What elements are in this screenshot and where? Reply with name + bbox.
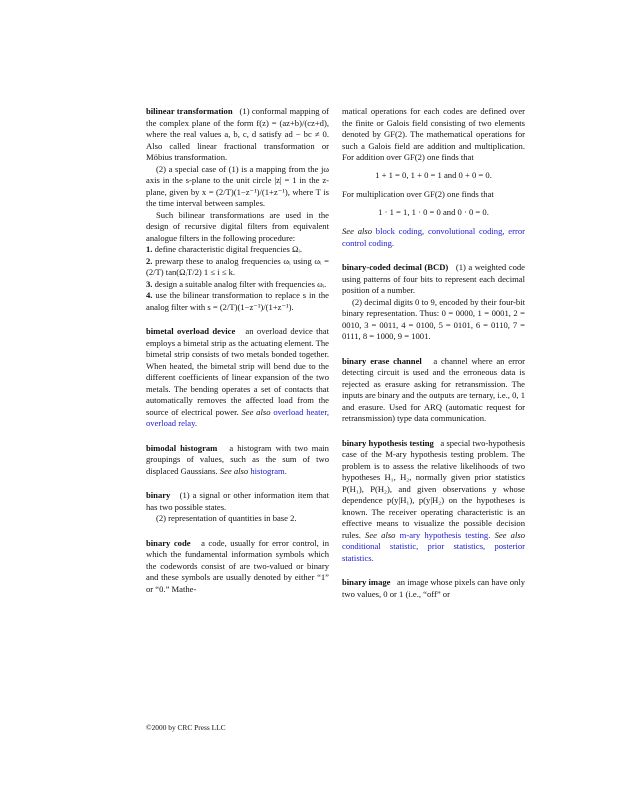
step-number: 3. bbox=[146, 278, 153, 289]
headword: bimodal histogram bbox=[146, 442, 218, 453]
definition-text: (2) representation of quantities in base 2. bbox=[156, 513, 297, 523]
definition-text: an image whose pixels can have only two values, 0 or 1 (i.e., “off” or bbox=[342, 577, 525, 599]
definition-text: matical operations for each codes are defined over the finite or Galois field consisting of two elements denoted by GF(2). The mathematical operations for such a Galois field are addition and multiplication. For addition over GF(2) one finds that bbox=[342, 106, 525, 162]
headword: binary image bbox=[342, 577, 391, 587]
entry-bilinear-transformation bbox=[146, 106, 329, 313]
headword: binary hypothesis testing bbox=[342, 437, 434, 448]
cross-reference-link[interactable]: prior statistics, bbox=[427, 541, 486, 551]
definition-text: a special two-hypothesis case of the M-ary hypothesis testing problem. The problem is to assess the relative likelihoods of two hypotheses H₁, H₂, normally given prior statistics P(H₁), P(H₂), and given observations y whose dependence p(y|H₁), p(y|H₂) on the hypotheses is known. The receiver operating characteristic is an effective means to visualize the possible decision rules. bbox=[342, 437, 525, 540]
entry-binary-code-continued bbox=[342, 106, 525, 249]
see-also-label: See also bbox=[365, 529, 396, 540]
copyright-footer: ©2000 by CRC Press LLC bbox=[146, 723, 226, 732]
entry-binary-hypothesis-testing bbox=[342, 438, 525, 565]
step-text: prewarp these to analog frequencies ωᵢ using ωᵢ = (2/T) tan(ΩᵢT/2) 1 ≤ i ≤ k. bbox=[146, 255, 329, 277]
definition-text: (2) decimal digits 0 to 9, encoded by their four-bit binary representation. Thus: 0 = 0000, 1 = 0001, 2 = 0010, 3 = 0011, 4 = 0100, 5 = 0101, 6 = 0110, 7 = 0111, 8 = 1000, 9 = 1001. bbox=[342, 296, 525, 341]
entry-binary bbox=[146, 490, 329, 525]
headword: binary bbox=[146, 490, 171, 500]
definition-text: (1) a weighted code using patterns of four bits to represent each decimal position of a number. bbox=[342, 262, 525, 295]
equation: 1 + 1 = 0, 1 + 0 = 1 and 0 + 0 = 0. bbox=[375, 169, 492, 180]
definition-text: a histogram with two main groupings of values, such as the sum of two displaced Gaussians. bbox=[146, 442, 329, 476]
cross-reference-link[interactable]: convolutional coding, bbox=[427, 226, 505, 236]
headword: binary-coded decimal (BCD) bbox=[342, 262, 449, 272]
definition-text: For multiplication over GF(2) one finds that bbox=[342, 189, 494, 199]
definition-text: a code, usually for error control, in which the fundamental information symbols which the codewords consist of are two-valued or binary and these symbols are usually denoted by either “1” or “0.” Mathe- bbox=[146, 537, 329, 594]
headword: bilinear transformation bbox=[146, 106, 233, 116]
step-text: define characteristic digital frequencies Ωᵢ. bbox=[154, 244, 302, 254]
cross-reference-link[interactable]: overload relay. bbox=[146, 418, 197, 428]
entry-binary-code bbox=[146, 538, 329, 596]
step-number: 2. bbox=[146, 255, 153, 266]
cross-reference-link[interactable]: posterior statistics. bbox=[342, 541, 526, 563]
definition-text: a channel where an error detecting circuit is used and the erroneous data is rejected as erasure asking for retransmission. The inputs are binary and the outputs are ternary, i.e., 0, 1 and erasure. Used for ARQ (automatic request for retransmission) type data communication. bbox=[342, 355, 526, 423]
left-column bbox=[146, 106, 329, 608]
headword: binary erase channel bbox=[342, 355, 422, 366]
step-text: design a suitable analog filter with frequencies ωᵢ. bbox=[154, 278, 327, 289]
entry-binary-image bbox=[342, 577, 525, 600]
definition-text: (1) a signal or other information item that has two possible states. bbox=[146, 490, 329, 512]
headword: bimetal overload device bbox=[146, 326, 236, 336]
equation: 1 · 1 = 1, 1 · 0 = 0 and 0 · 0 = 0. bbox=[378, 206, 489, 217]
entry-binary-coded-decimal bbox=[342, 262, 525, 343]
cross-reference-link[interactable]: m-ary hypothesis testing. bbox=[399, 529, 491, 540]
cross-reference-link[interactable]: error control coding. bbox=[342, 226, 525, 248]
cross-reference-link[interactable]: block coding, bbox=[375, 226, 425, 236]
entry-bimodal-histogram bbox=[146, 443, 329, 478]
definition-text: an overload device that employs a bimetal strip as the actuating element. The bimetal strip consists of two metals bonded together. When heated, the bimetal strip will bend due to the different coefficients of linear expansion of the two metals. The bending operates a set of contacts that automatically removes the affected load from the source of electrical power. bbox=[146, 326, 330, 417]
see-also-label: See also bbox=[241, 406, 271, 417]
definition-text: (2) a special case of (1) is a mapping from the jω axis in the s-plane to the unit circle |z| = 1 in the z-plane, given by x = (2/T)(1−z⁻¹)/(1+z⁻¹), where T is the time interval between samples. bbox=[146, 163, 329, 208]
definition-text: (1) conformal mapping of the complex plane of the form f(z) = (az+b)/(cz+d), where the real values a, b, c, d satisfy ad − bc ≠ 0. Also called linear fractional transformation or Möbius transformation. bbox=[146, 106, 329, 162]
definition-text: Such bilinear transformations are used in the design of recursive digital filters from equivalent analogue filters in the following procedure: bbox=[146, 209, 329, 243]
step-number: 4. bbox=[146, 290, 153, 300]
cross-reference-link[interactable]: overload heater, bbox=[273, 406, 329, 417]
see-also-label: See also bbox=[219, 465, 249, 476]
headword: binary code bbox=[146, 537, 191, 548]
cross-reference-link[interactable]: histogram. bbox=[250, 465, 287, 476]
cross-reference-link[interactable]: conditional statistic, bbox=[342, 541, 419, 551]
step-number: 1. bbox=[146, 244, 153, 254]
step-text: use the bilinear transformation to replace s in the analog filter with s = (2/T)(1−z⁻¹)/(1+z⁻¹). bbox=[146, 290, 329, 312]
entry-binary-erase-channel bbox=[342, 356, 525, 425]
entry-bimetal-overload-device bbox=[146, 326, 329, 430]
see-also-label: See also bbox=[494, 529, 525, 540]
see-also-label: See also bbox=[342, 226, 373, 236]
right-column bbox=[342, 106, 525, 613]
